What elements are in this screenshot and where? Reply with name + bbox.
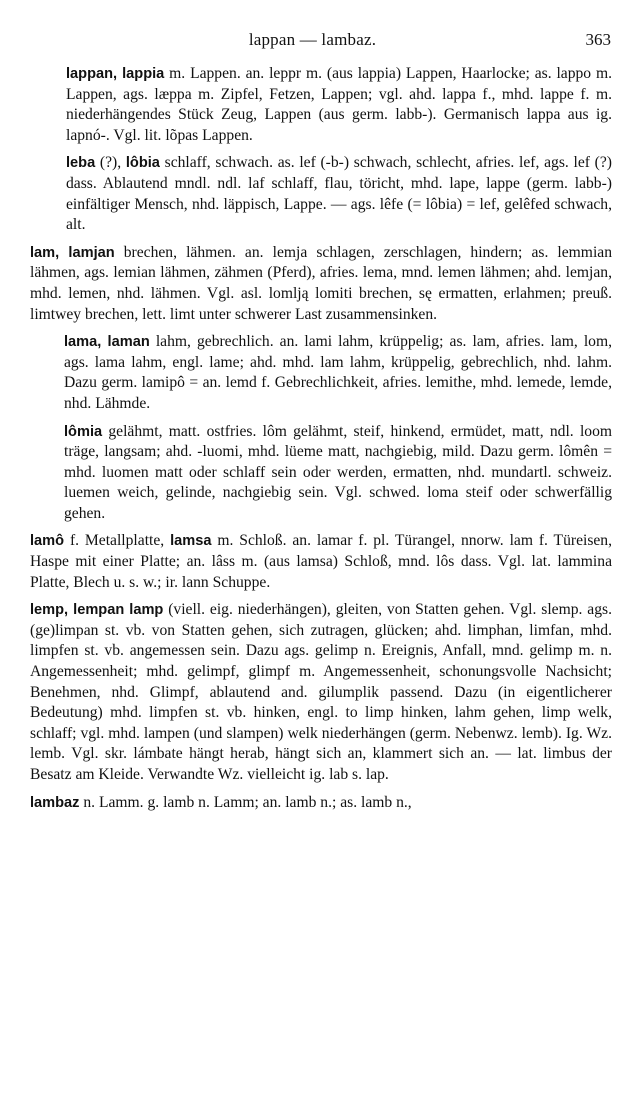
entry-text-secondary: schlaff, schwach. as. lef (-b-) schwach, schlecht, afries. lef, ags. lef (?) dass. Ablautend mndl. ndl. laf schlaff, flau, töricht, mhd. lape, lappe (germ. labb-) einfältiger Mensch, nhd. läppisch, Lappe. — ags. lêfe (= lôbia) = lef, gelêfed schwach, alt. — [66, 154, 612, 234]
entry-text: gelähmt, matt. ostfries. lôm gelähmt, steif, hinkend, ermüdet, matt, ndl. loom träge, langsam; ahd. -luomi, mhd. lüeme matt, nachgiebig, mild. Dazu germ. lômên = mhd. luomen matt oder schlaff sein oder werden, ermatten, nhd. mundartl. schweiz. luemen weich, gelinde, nachgiebig sein. Vgl. schwed. loma steif oder schwerfällig gehen. — [64, 422, 612, 522]
entry-text: (viell. eig. niederhängen), gleiten, von Statten gehen. Vgl. slemp. ags. (ge)limpan st. vb. von Statten gehen, sich zutragen, glücken; ahd. limphan, limfan, mhd. limpfen st. vb. angemessen sein. Dazu ags. gelimp n. Ereignis, Anfall, mnd. gelimp m. n. Angemessenheit; mhd. gelimpf, glimpf m. Angemessenheit, schonungsvolle Nachsicht; Benehmen, nhd. Glimpf, ablautend and. gilumplik passend. Dazu (in eigentlicherer Bedeutung) mhd. limpfen st. vb. hinken, engl. to limp hinken, lahm gehen, limp welk, schlaff; vgl. mhd. lampen (und slampen) welk niederhängen (germ. Nebenwz. lemb). Ig. Wz. lemb. Vgl. skr. lámbate hängt herab, hängt sich an, klammert sich an. — lat. limbus der Besatz am Kleide. Verwandte Wz. vielleicht ig. lab s. lap. — [30, 601, 612, 783]
entry-text: brechen, lähmen. an. lemja schlagen, zerschlagen, hindern; as. lemmian lähmen, ags. lemian lähmen, zähmen (Pferd), afries. lema, mnd. lemen lähmen; ahd. lemjan, mhd. lemen, nhd. lähmen. Vgl. asl. lomlją lomiti brechen, sę ermatten, erlahmen; preuß. limtwey brechen, lett. limt unter schwerer Last zusammensinken. — [30, 243, 612, 323]
entry-leba — [66, 153, 612, 235]
running-head — [0, 30, 625, 54]
entry-headword-secondary: lôbia — [125, 155, 160, 172]
entry-lam — [30, 243, 612, 325]
entry-headword: lômia — [64, 423, 103, 440]
entry-text-secondary: m. Schloß. an. lamar f. pl. Türangel, nnorw. lam f. Türeisen, Haspe mit einer Platte; an. lâss m. (aus lamsa) Schloß, mnd. lôs dass. Vgl. lat. lammina Platte, Blech u. s. w.; ir. lann Schuppe. — [30, 532, 613, 591]
entry-text: n. Lamm. g. lamb n. Lamm; an. lamb n.; as. lamb n., — [79, 793, 412, 811]
entry-headword: lam, lamjan — [30, 244, 115, 261]
entry-lambaz — [30, 793, 612, 814]
entry-text: lahm, gebrechlich. an. lami lahm, krüppelig; as. lam, afries. lam, lom, ags. lama lahm, engl. lame; ahd. mhd. lam lahm, krüppelig, gebrechlich, nhd. lahm. Dazu germ. lamipô = an. lemd f. Gebrechlichkeit, afries. lemithe, mhd. lemede, lemde, nhd. Lähmde. — [64, 333, 612, 412]
entry-headword: leba — [66, 155, 96, 172]
entry-text: f. Metallplatte, — [64, 532, 171, 550]
entry-lappan — [66, 64, 612, 146]
entry-headword: lappan, lappia — [66, 66, 165, 82]
page-number: 363 — [585, 30, 611, 49]
entry-lama — [64, 332, 612, 414]
entry-headword: lemp, lempan lamp — [30, 602, 164, 619]
entry-text: (?), — [95, 154, 126, 172]
entry-headword-secondary: lamsa — [170, 533, 212, 550]
entry-headword: lama, laman — [64, 334, 150, 351]
entry-headword: lambaz — [30, 794, 80, 811]
dictionary-entries — [30, 64, 612, 820]
entry-lamo — [30, 531, 612, 593]
entry-lomia — [64, 422, 612, 525]
entry-headword: lamô — [30, 533, 65, 550]
entry-text: m. Lappen. an. leppr m. (aus lappia) Lappen, Haarlocke; as. lappo m. Lappen, ags. læppa m. Zipfel, Fetzen, Lappen; vgl. ahd. lappa f., mhd. lappe f. m. niederhängendes Stück Zeug, Lappen (aus germ. labb-). Germanisch lappa aus ig. lapnó-. Vgl. lit. lõpas Lappen. — [66, 65, 613, 144]
running-title: lappan — lambaz. — [248, 30, 377, 49]
entry-lemp — [30, 600, 612, 785]
